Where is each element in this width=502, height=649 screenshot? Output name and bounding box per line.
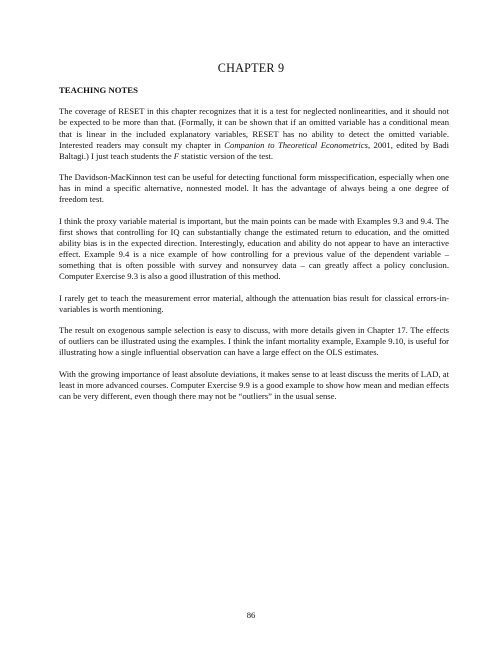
paragraph-reset-text-a: The coverage of RESET in this chapter recognizes that it is a test for neglected nonlinearities, and it should not be expected to be more than that. (Formally, it can be shown that if an omitted variable has a conditional mean that is linear in the included explanatory variables, RESET has no ability to detect the omitted variable. Interested readers may consult my chapter in [59,106,449,150]
f-statistic-symbol: F [173,150,180,161]
paragraph-proxy-variable: I think the proxy variable material is important, but the main points can be made with Examples 9.3 and 9.4. The first shows that controlling for IQ can substantially change the estimated return to education, and the omitted ability bias is in the expected direction. Interestingly, education and ability do not appear to have an interactive effect. Example 9.4 is a nice example of how controlling for a previous value of the dependent variable – something that is often possible with survey and nonsurvey data – can greatly affect a policy conclusion. Computer Exercise 9.3 is also a good illustration of this method. [59,215,449,282]
paragraph-davidson-mackinnon: The Davidson-MacKinnon test can be useful for detecting functional form misspecification, especially when one has in mind a specific alternative, nonnested model. It has the advantage of always being a one degree of freedom test. [59,172,449,205]
book-title: Companion to Theoretical Econometrics [224,139,368,150]
page-body [59,85,449,412]
paragraph-lad: With the growing importance of least absolute deviations, it makes sense to at least discuss the merits of LAD, at least in more advanced courses. Computer Exercise 9.9 is a good example to show how mean and median effects can be very different, even though there may not be “outliers” in the usual sense. [59,368,449,401]
paragraph-reset [59,106,449,161]
chapter-title: CHAPTER 9 [217,61,285,75]
paragraph-measurement-error: I rarely get to teach the measurement error material, although the attenuation bias result for classical errors-in-variables is worth mentioning. [59,292,449,314]
paragraph-sample-selection: The result on exogenous sample selection is easy to discuss, with more details given in Chapter 17. The effects of outliers can be illustrated using the examples. I think the infant mortality example, Example 9.10, is useful for illustrating how a single influential observation can have a large effect on the OLS estimates. [59,325,449,358]
page-number: 86 [246,610,256,620]
paragraph-reset-text-c: statistic version of the test. [179,150,274,161]
paragraph-reset-text-b: , 2001, edited by Badi Baltagi.) I just teach students the [59,139,449,161]
section-heading: TEACHING NOTES [59,85,138,95]
